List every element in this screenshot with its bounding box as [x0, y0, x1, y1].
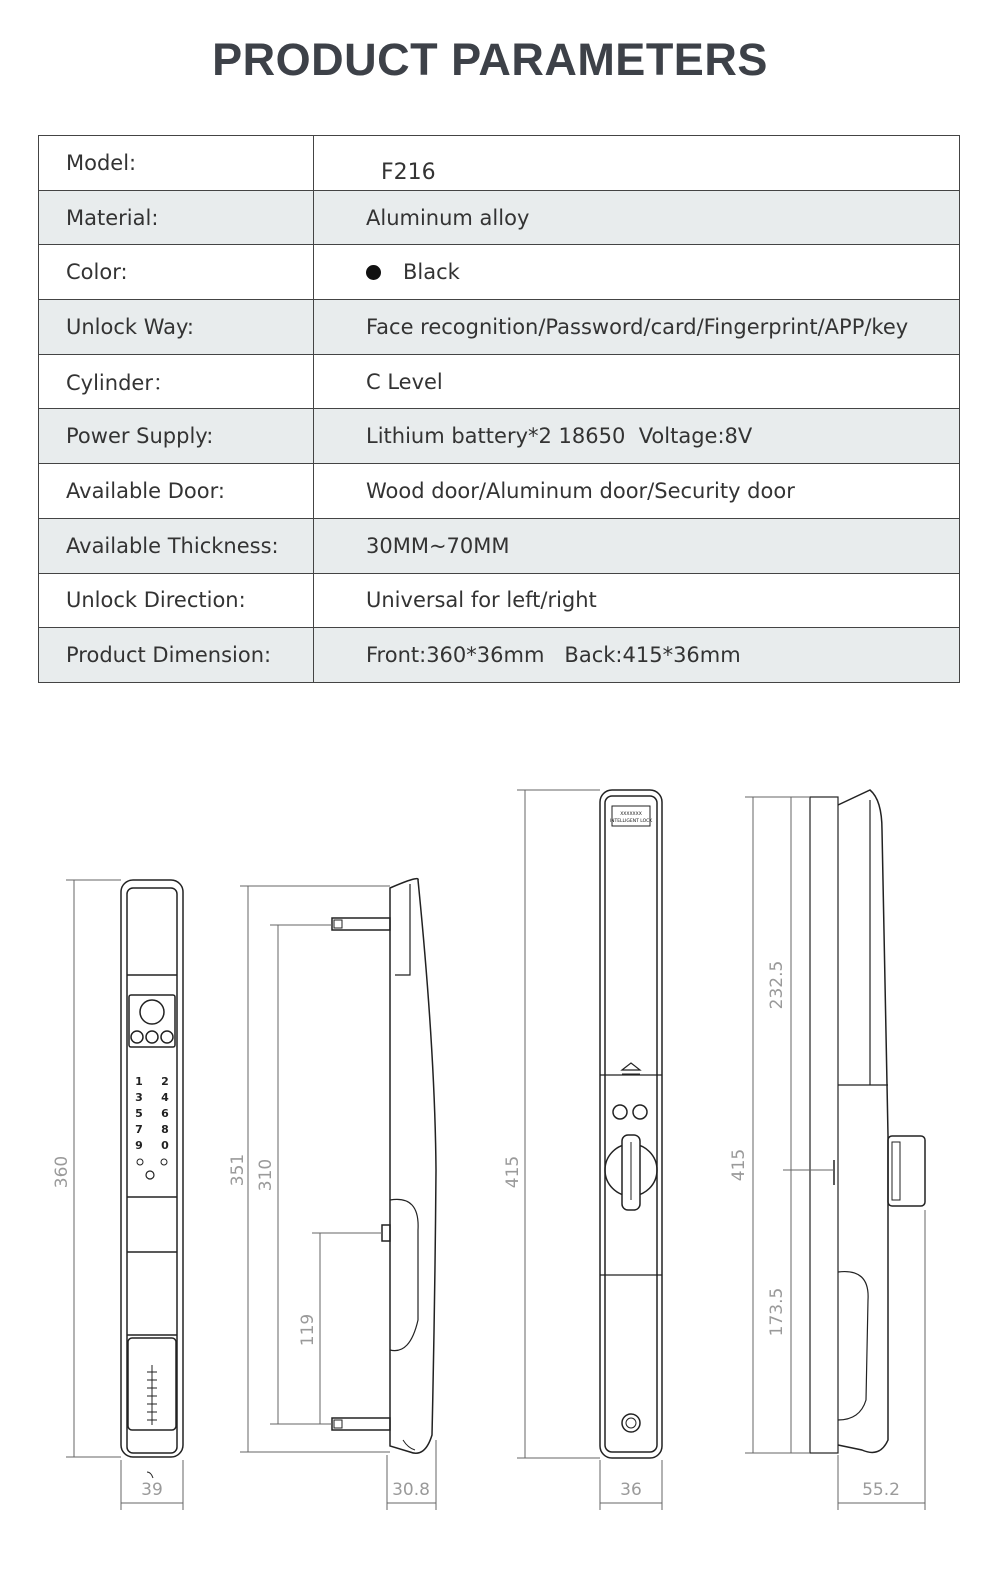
back-side-upper-label: 232.5 [767, 960, 787, 1010]
param-value: Lithium battery*2 18650 Voltage:8V [314, 409, 960, 464]
back-height-label: 415 [503, 1155, 523, 1189]
table-row [39, 245, 960, 300]
technical-drawing [0, 700, 1000, 1579]
param-label: Color: [39, 245, 314, 300]
side-view [332, 879, 436, 1454]
table-row [39, 136, 960, 191]
keypad-key: 2 [161, 1075, 169, 1088]
keypad-key: 6 [161, 1107, 169, 1120]
table-row [39, 464, 960, 519]
back-side-view [810, 790, 925, 1453]
side-inner-label: 310 [256, 1158, 276, 1192]
table-row [39, 190, 960, 245]
table-row [39, 354, 960, 409]
keypad-key: 9 [135, 1139, 143, 1152]
back-side-height-label: 415 [729, 1148, 749, 1182]
brand-line-2: INTELLIGENT LOCK [609, 819, 653, 824]
param-label: Unlock Way: [39, 300, 314, 355]
front-height-label: 360 [52, 1155, 72, 1189]
keypad-key: 0 [161, 1139, 169, 1152]
param-label: Cylinder： [39, 354, 314, 409]
table-row [39, 628, 960, 683]
keypad-key: 5 [135, 1107, 143, 1120]
param-label: Material: [39, 190, 314, 245]
param-value: Front:360*36mm Back:415*36mm [314, 628, 960, 683]
param-value: Face recognition/Password/card/Fingerprint/APP/key [314, 300, 960, 355]
color-swatch-dot [366, 265, 381, 280]
table-row [39, 573, 960, 628]
keypad-key: 4 [161, 1091, 169, 1104]
param-value: 30MM~70MM [314, 518, 960, 573]
param-label: Available Door: [39, 464, 314, 519]
side-height-label: 351 [228, 1153, 248, 1187]
param-value: Wood door/Aluminum door/Security door [314, 464, 960, 519]
table-row [39, 300, 960, 355]
back-side-lower-label: 173.5 [767, 1287, 787, 1337]
side-depth-label: 30.8 [392, 1480, 430, 1500]
keypad-key: 1 [135, 1075, 143, 1088]
param-label: Power Supply: [39, 409, 314, 464]
brand-line-1: XXXXXXX [620, 812, 642, 817]
parameters-table [38, 135, 960, 683]
param-value: Aluminum alloy [314, 190, 960, 245]
param-label: Available Thickness: [39, 518, 314, 573]
table-row [39, 409, 960, 464]
front-width-label: 39 [141, 1480, 163, 1500]
param-value-text: Black [403, 260, 460, 285]
front-view [121, 880, 183, 1478]
param-value: Universal for left/right [314, 573, 960, 628]
param-label: Unlock Direction: [39, 573, 314, 628]
table-row [39, 518, 960, 573]
page-title: PRODUCT PARAMETERS [212, 34, 768, 85]
param-label: Product Dimension: [39, 628, 314, 683]
back-view [600, 790, 662, 1458]
param-value [314, 245, 960, 300]
param-label: Model: [39, 136, 314, 191]
back-side-depth-label: 55.2 [862, 1480, 900, 1500]
side-lower-label: 119 [298, 1313, 318, 1347]
keypad-key: 8 [161, 1123, 169, 1136]
keypad-key: 7 [135, 1123, 143, 1136]
param-value [314, 136, 960, 191]
param-value-text: F216 [381, 160, 436, 186]
back-width-label: 36 [620, 1480, 642, 1500]
param-value: C Level [314, 354, 960, 409]
keypad-key: 3 [135, 1091, 143, 1104]
